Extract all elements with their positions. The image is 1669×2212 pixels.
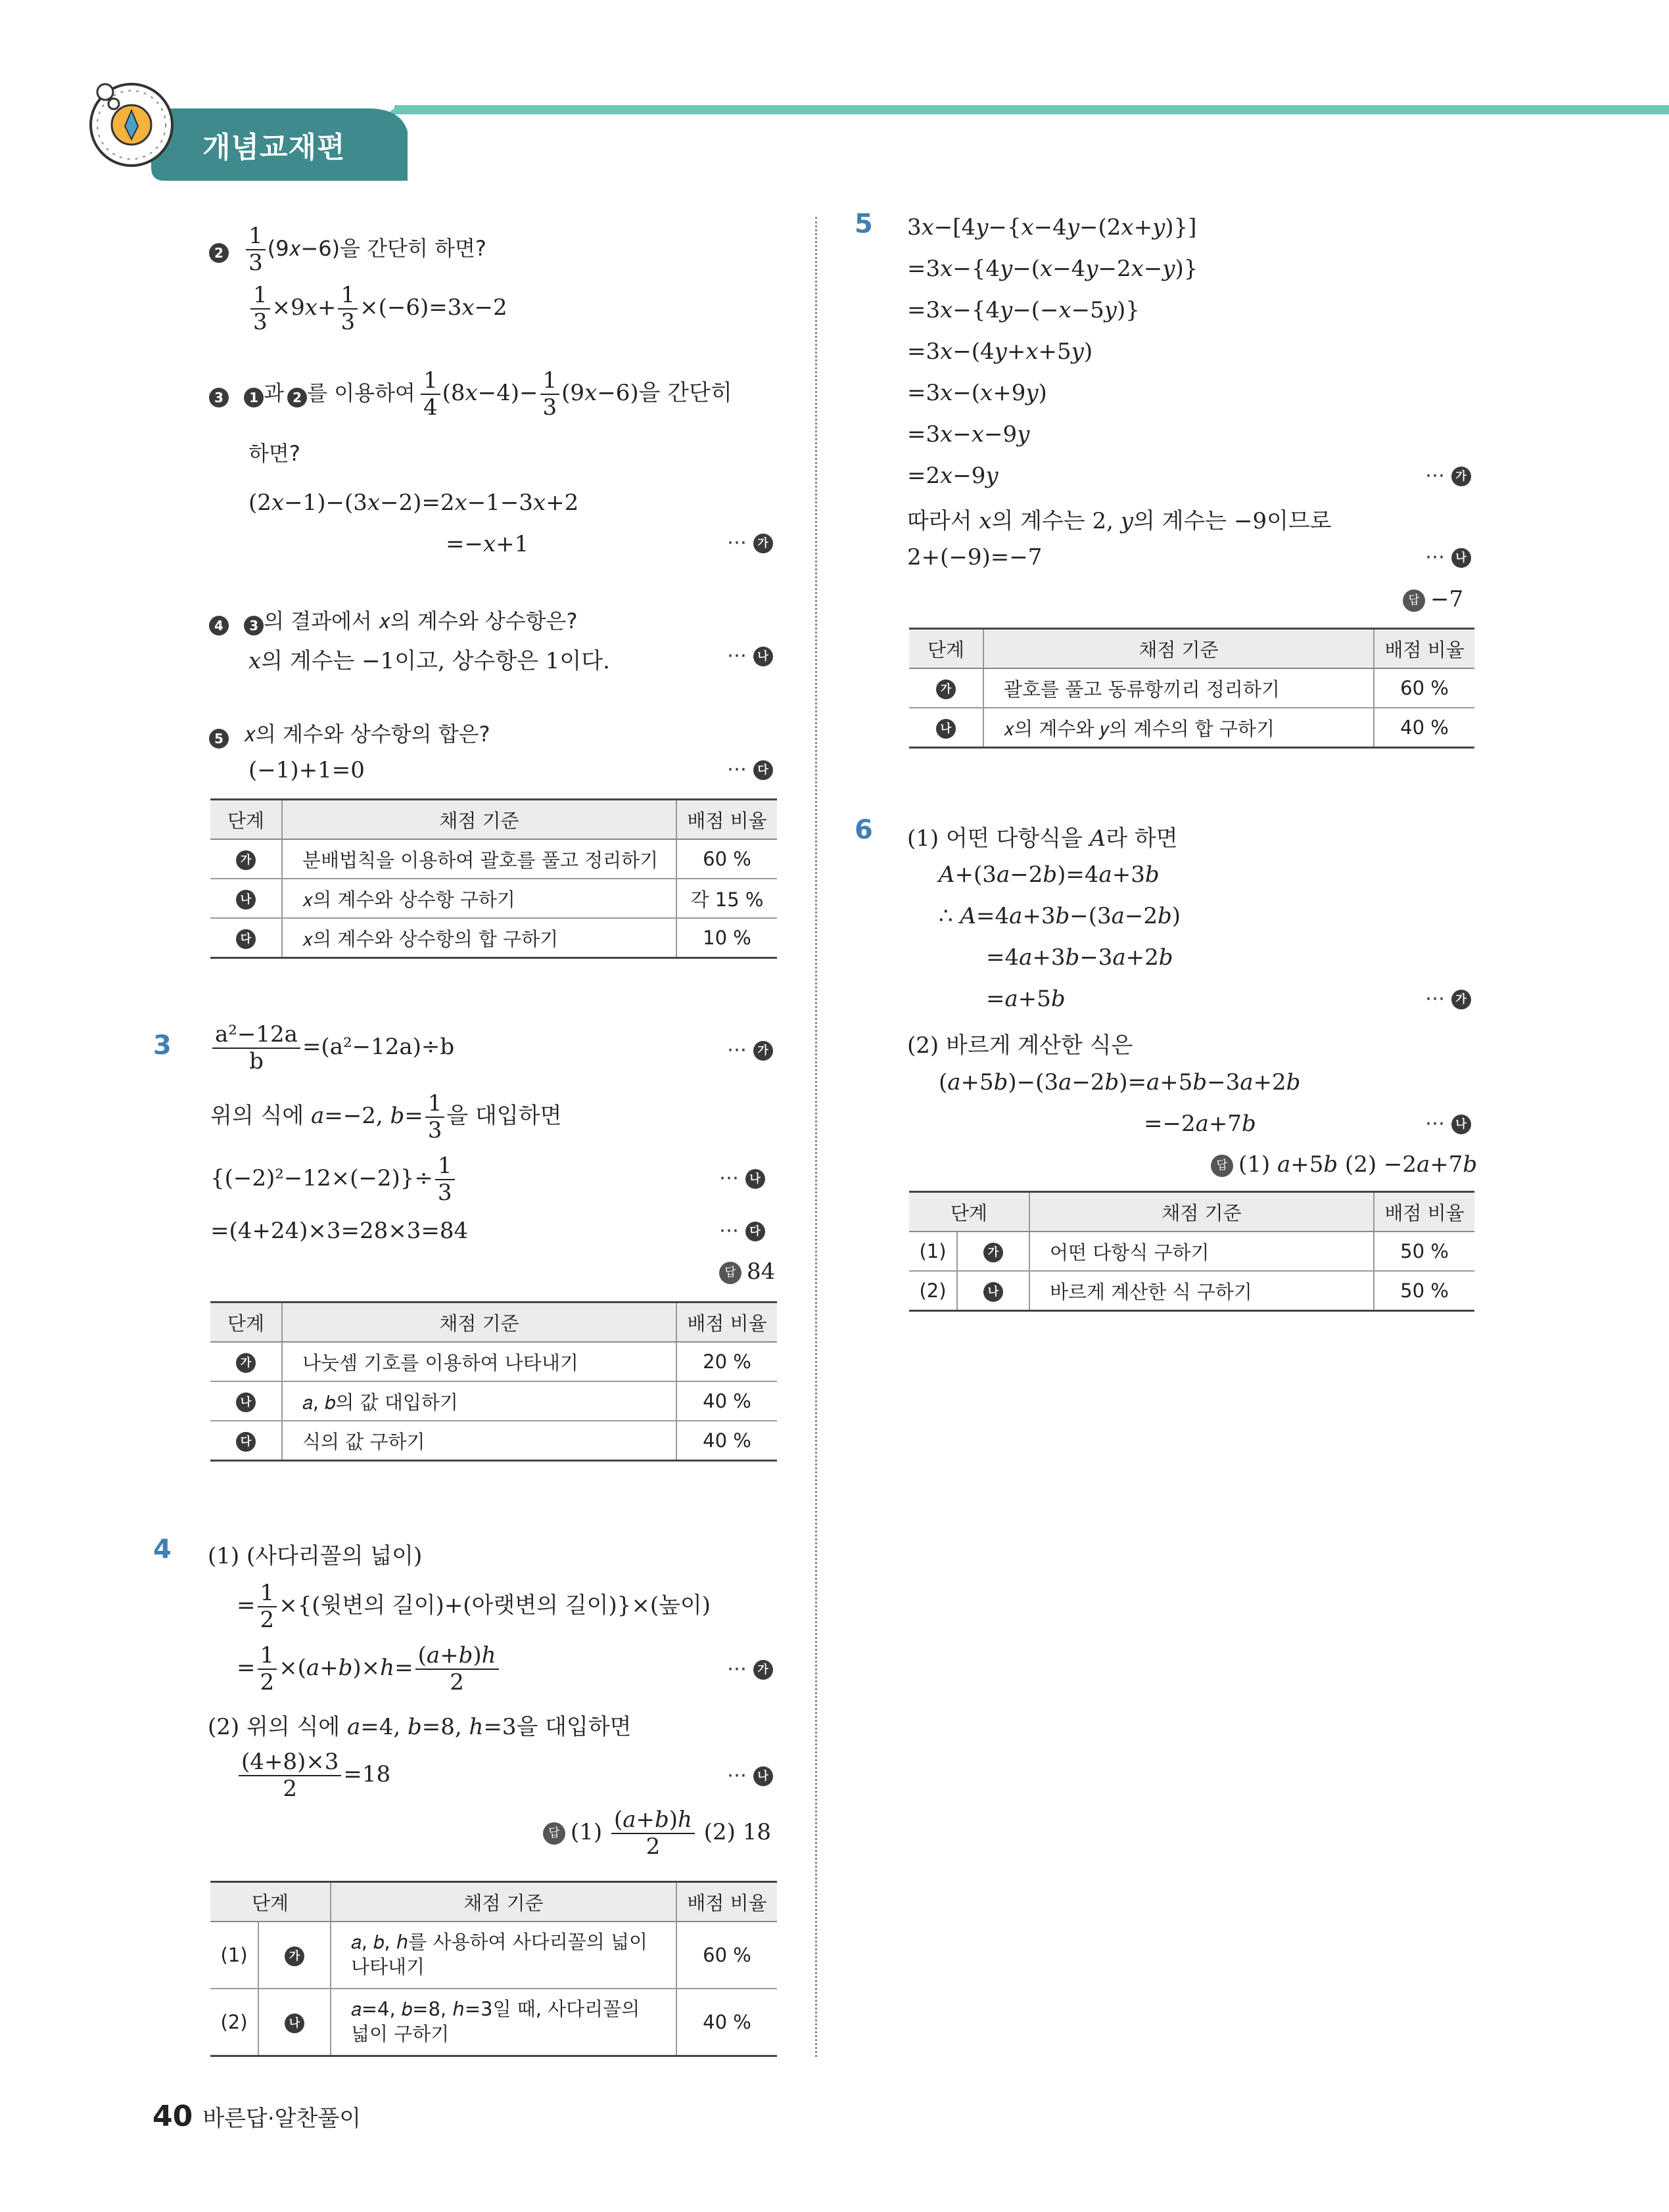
ref-na-3: ⋯ 나 xyxy=(727,1764,773,1787)
q6-part2-line1: (𝑎+5𝑏)−(3𝑎−2𝑏)=𝑎+5𝑏−3𝑎+2𝑏 xyxy=(939,1069,1301,1095)
q4-grading-table: 단계 채점 기준 배점 비율 (1) 가 𝑎, 𝑏, ℎ를 사용하여 사다리꼴의 넓이 나타내기 60 % (2) 나 𝑎=4, 𝑏=8, ℎ=3일 때, 사다리꼴의 넓이 구하기 40 % xyxy=(210,1881,777,2057)
q6-part2-title: (2) 바르게 계산한 식은 xyxy=(907,1032,1133,1059)
q4-part1-line1: = $\frac{1}{2}$ ×{(윗변의 길이)+(아랫변의 길이)}×(높이) xyxy=(237,1580,711,1634)
step-2-ref-icon: 2 xyxy=(287,388,307,407)
q5-number: 5 xyxy=(855,209,873,239)
clock-icon xyxy=(91,84,172,166)
step-1-icon: 1 xyxy=(244,388,264,407)
table-row: 다 식의 값 구하기 40 % xyxy=(210,1421,777,1461)
q6-line: =𝑎+5𝑏 xyxy=(986,986,1066,1012)
page-footer xyxy=(153,2100,361,2133)
q3-number: 3 xyxy=(153,1030,172,1061)
q5-line: =2𝑥−9𝑦 xyxy=(907,463,999,489)
ref-na-5: ⋯ 나 xyxy=(1425,1112,1471,1135)
header-banner xyxy=(0,0,1669,197)
table-row: 나 𝑎, 𝑏의 값 대입하기 40 % xyxy=(210,1381,777,1421)
ref-ga-2: ⋯ 가 xyxy=(727,1038,773,1061)
q4-part1-title: (1) (사다리꼴의 넓이) xyxy=(208,1543,423,1569)
step-5-icon: 5 xyxy=(209,729,229,749)
q6-line: =4𝑎+3𝑏−3𝑎+2𝑏 xyxy=(986,944,1173,971)
q5-line: =3𝑥−(4𝑦+𝑥+5𝑦) xyxy=(907,338,1093,365)
q3-line3: {(−2)²−12×(−2)}÷ $\frac{1}{3}$ xyxy=(210,1153,457,1206)
q4-answer: 답 (1) $\frac{\text{(𝑎+𝑏)ℎ}}{2}$ (2) 18 xyxy=(543,1807,771,1860)
q2-step3: 3 1 과 2 를 이용하여 $\frac{1}{4}$ (8𝑥−4)− $\frac{1}{3}$ (9𝑥−6)을 간단히 xyxy=(209,368,732,421)
q5-grading-table: 단계 채점 기준 배점 비율 가 괄호를 풀고 동류항끼리 정리하기 60 % 나 𝑥의 계수와 𝑦의 계수의 합 구하기 40 % xyxy=(909,628,1474,749)
step-4-icon: 4 xyxy=(209,616,229,635)
page-number: 40 xyxy=(153,2100,193,2133)
ref-ga-3: ⋯ 가 xyxy=(727,1657,773,1680)
q5-text: 따라서 𝑥의 계수는 2, 𝑦의 계수는 −9이므로 xyxy=(907,508,1332,534)
table-row: 나 𝑥의 계수와 상수항 구하기 각 15 % xyxy=(210,879,777,918)
q2-step3-cont: 하면? xyxy=(248,441,300,466)
table-row: (1) 가 어떤 다항식 구하기 50 % xyxy=(909,1232,1474,1271)
answer-badge-icon: 답 xyxy=(543,1822,565,1845)
step-2-icon: 2 xyxy=(209,243,229,263)
q4-part2-line: $\frac{(4+8)\times 3}{2}$ =18 xyxy=(237,1749,390,1802)
answer-badge-icon: 답 xyxy=(719,1262,741,1284)
book-title: 바른답·알찬풀이 xyxy=(202,2106,362,2132)
q5-line: =3𝑥−𝑥−9𝑦 xyxy=(907,421,1030,448)
q2-step5-line: (−1)+1=0 xyxy=(248,757,365,783)
q4-part1-line2: = $\frac{1}{2}$ ×(𝑎+𝑏)×ℎ= $\frac{\text{(𝑎+𝑏)ℎ}}{2}$ xyxy=(237,1643,501,1695)
step-3-icon: 3 xyxy=(209,388,229,407)
q2-step3-line2: =−𝑥+1 xyxy=(446,531,529,557)
q5-sum: 2+(−9)=−7 xyxy=(907,544,1043,570)
table-row: (2) 나 바르게 계산한 식 구하기 50 % xyxy=(909,1271,1474,1311)
q5-line: 3𝑥−[4𝑦−{𝑥−4𝑦−(2𝑥+𝑦)}] xyxy=(907,214,1197,241)
ref-ga-4: ⋯ 가 xyxy=(1425,464,1471,487)
header-accent-line xyxy=(394,105,1669,114)
q2-step2-work: $\frac{1}{3}$ ×9𝑥+ $\frac{1}{3}$ ×(−6)=3𝑥−2 xyxy=(248,283,507,335)
q6-number: 6 xyxy=(855,815,873,845)
ref-na-4: ⋯ 나 xyxy=(1425,545,1471,568)
ref-ga-1: ⋯ 가 xyxy=(727,531,773,554)
q3-line4: =(4+24)×3=28×3=84 xyxy=(210,1218,469,1244)
q6-grading-table: 단계 채점 기준 배점 비율 (1) 가 어떤 다항식 구하기 50 % (2) 나 바르게 계산한 식 구하기 50 % xyxy=(909,1191,1474,1312)
table-row: 가 나눗셈 기호를 이용하여 나타내기 20 % xyxy=(210,1342,777,1381)
table-row: 다 𝑥의 계수와 상수항의 합 구하기 10 % xyxy=(210,918,777,958)
q4-number: 4 xyxy=(153,1534,172,1565)
na-marker-icon: 나 xyxy=(753,647,773,666)
column-divider xyxy=(815,217,817,2057)
q6-line: ∴ 𝐴=4𝑎+3𝑏−(3𝑎−2𝑏) xyxy=(939,903,1181,929)
q5-line: =3𝑥−{4𝑦−(𝑥−4𝑦−2𝑥−𝑦)} xyxy=(907,256,1198,282)
q2-step3-line1: (2𝑥−1)−(3𝑥−2)=2𝑥−1−3𝑥+2 xyxy=(248,490,579,516)
q4-part2-title: (2) 위의 식에 𝑎=4, 𝑏=8, ℎ=3을 대입하면 xyxy=(208,1714,632,1740)
q2-grading-table: 단계 채점 기준 배점 비율 가 분배법칙을 이용하여 괄호를 풀고 정리하기 60 % 나 𝑥의 계수와 상수항 구하기 각 15 % 다 𝑥의 계수와 상수항의 합 구하기 10 % xyxy=(210,798,777,959)
q2-step5: 5 𝑥의 계수와 상수항의 합은? xyxy=(209,718,490,749)
ref-na-2: ⋯ 나 xyxy=(719,1166,765,1189)
answer-badge-icon: 답 xyxy=(1403,589,1425,612)
table-row: 나 𝑥의 계수와 𝑦의 계수의 합 구하기 40 % xyxy=(909,708,1474,748)
q3-line2: 위의 식에 𝑎=−2, 𝑏= $\frac{1}{3}$ 을 대입하면 xyxy=(210,1090,562,1144)
q2-step2: 2 $\frac{1}{3}$ (9𝑥−6)을 간단히 하면? xyxy=(209,223,486,276)
q6-part1-title: (1) 어떤 다항식을 𝐴라 하면 xyxy=(907,825,1178,852)
answer-badge-icon: 답 xyxy=(1211,1155,1233,1177)
table-row: (1) 가 𝑎, 𝑏, ℎ를 사용하여 사다리꼴의 넓이 나타내기 60 % xyxy=(210,1922,777,1989)
q5-line: =3𝑥−(𝑥+9𝑦) xyxy=(907,380,1047,406)
table-row: 가 괄호를 풀고 동류항끼리 정리하기 60 % xyxy=(909,668,1474,708)
q5-answer: 답 −7 xyxy=(1403,586,1463,612)
q3-grading-table: 단계 채점 기준 배점 비율 가 나눗셈 기호를 이용하여 나타내기 20 % 나 𝑎, 𝑏의 값 대입하기 40 % 다 식의 값 구하기 40 % xyxy=(210,1301,777,1462)
q6-part2-line2: =−2𝑎+7𝑏 xyxy=(1144,1111,1256,1137)
q3-line1: $\frac{\text{a²−12a}}{b}$ =(a²−12a)÷b xyxy=(210,1022,454,1074)
section-label: 개념교재편 xyxy=(202,131,346,164)
q2-step4: 4 3 의 결과에서 𝑥의 계수와 상수항은? xyxy=(209,605,577,635)
step-3-ref-icon: 3 xyxy=(244,616,264,635)
ref-na-1: ⋯ 나 xyxy=(727,644,773,667)
ref-da-1: ⋯ 다 xyxy=(727,758,773,781)
ref-ga-5: ⋯ 가 xyxy=(1425,987,1471,1010)
ga-marker-icon: 가 xyxy=(753,534,773,553)
q3-answer: 답 84 xyxy=(719,1258,775,1285)
q2-step4-line: 𝑥의 계수는 −1이고, 상수항은 1이다. xyxy=(248,648,610,674)
da-marker-icon: 다 xyxy=(753,760,773,780)
table-row: (2) 나 𝑎=4, 𝑏=8, ℎ=3일 때, 사다리꼴의 넓이 구하기 40 % xyxy=(210,1989,777,2056)
q6-line: 𝐴+(3𝑎−2𝑏)=4𝑎+3𝑏 xyxy=(939,862,1160,888)
table-row: 가 분배법칙을 이용하여 괄호를 풀고 정리하기 60 % xyxy=(210,839,777,879)
q6-answer: 답 (1) 𝑎+5𝑏 (2) −2𝑎+7𝑏 xyxy=(1211,1151,1477,1178)
q5-line: =3𝑥−{4𝑦−(−𝑥−5𝑦)} xyxy=(907,297,1140,323)
ref-da-2: ⋯ 다 xyxy=(719,1219,765,1242)
